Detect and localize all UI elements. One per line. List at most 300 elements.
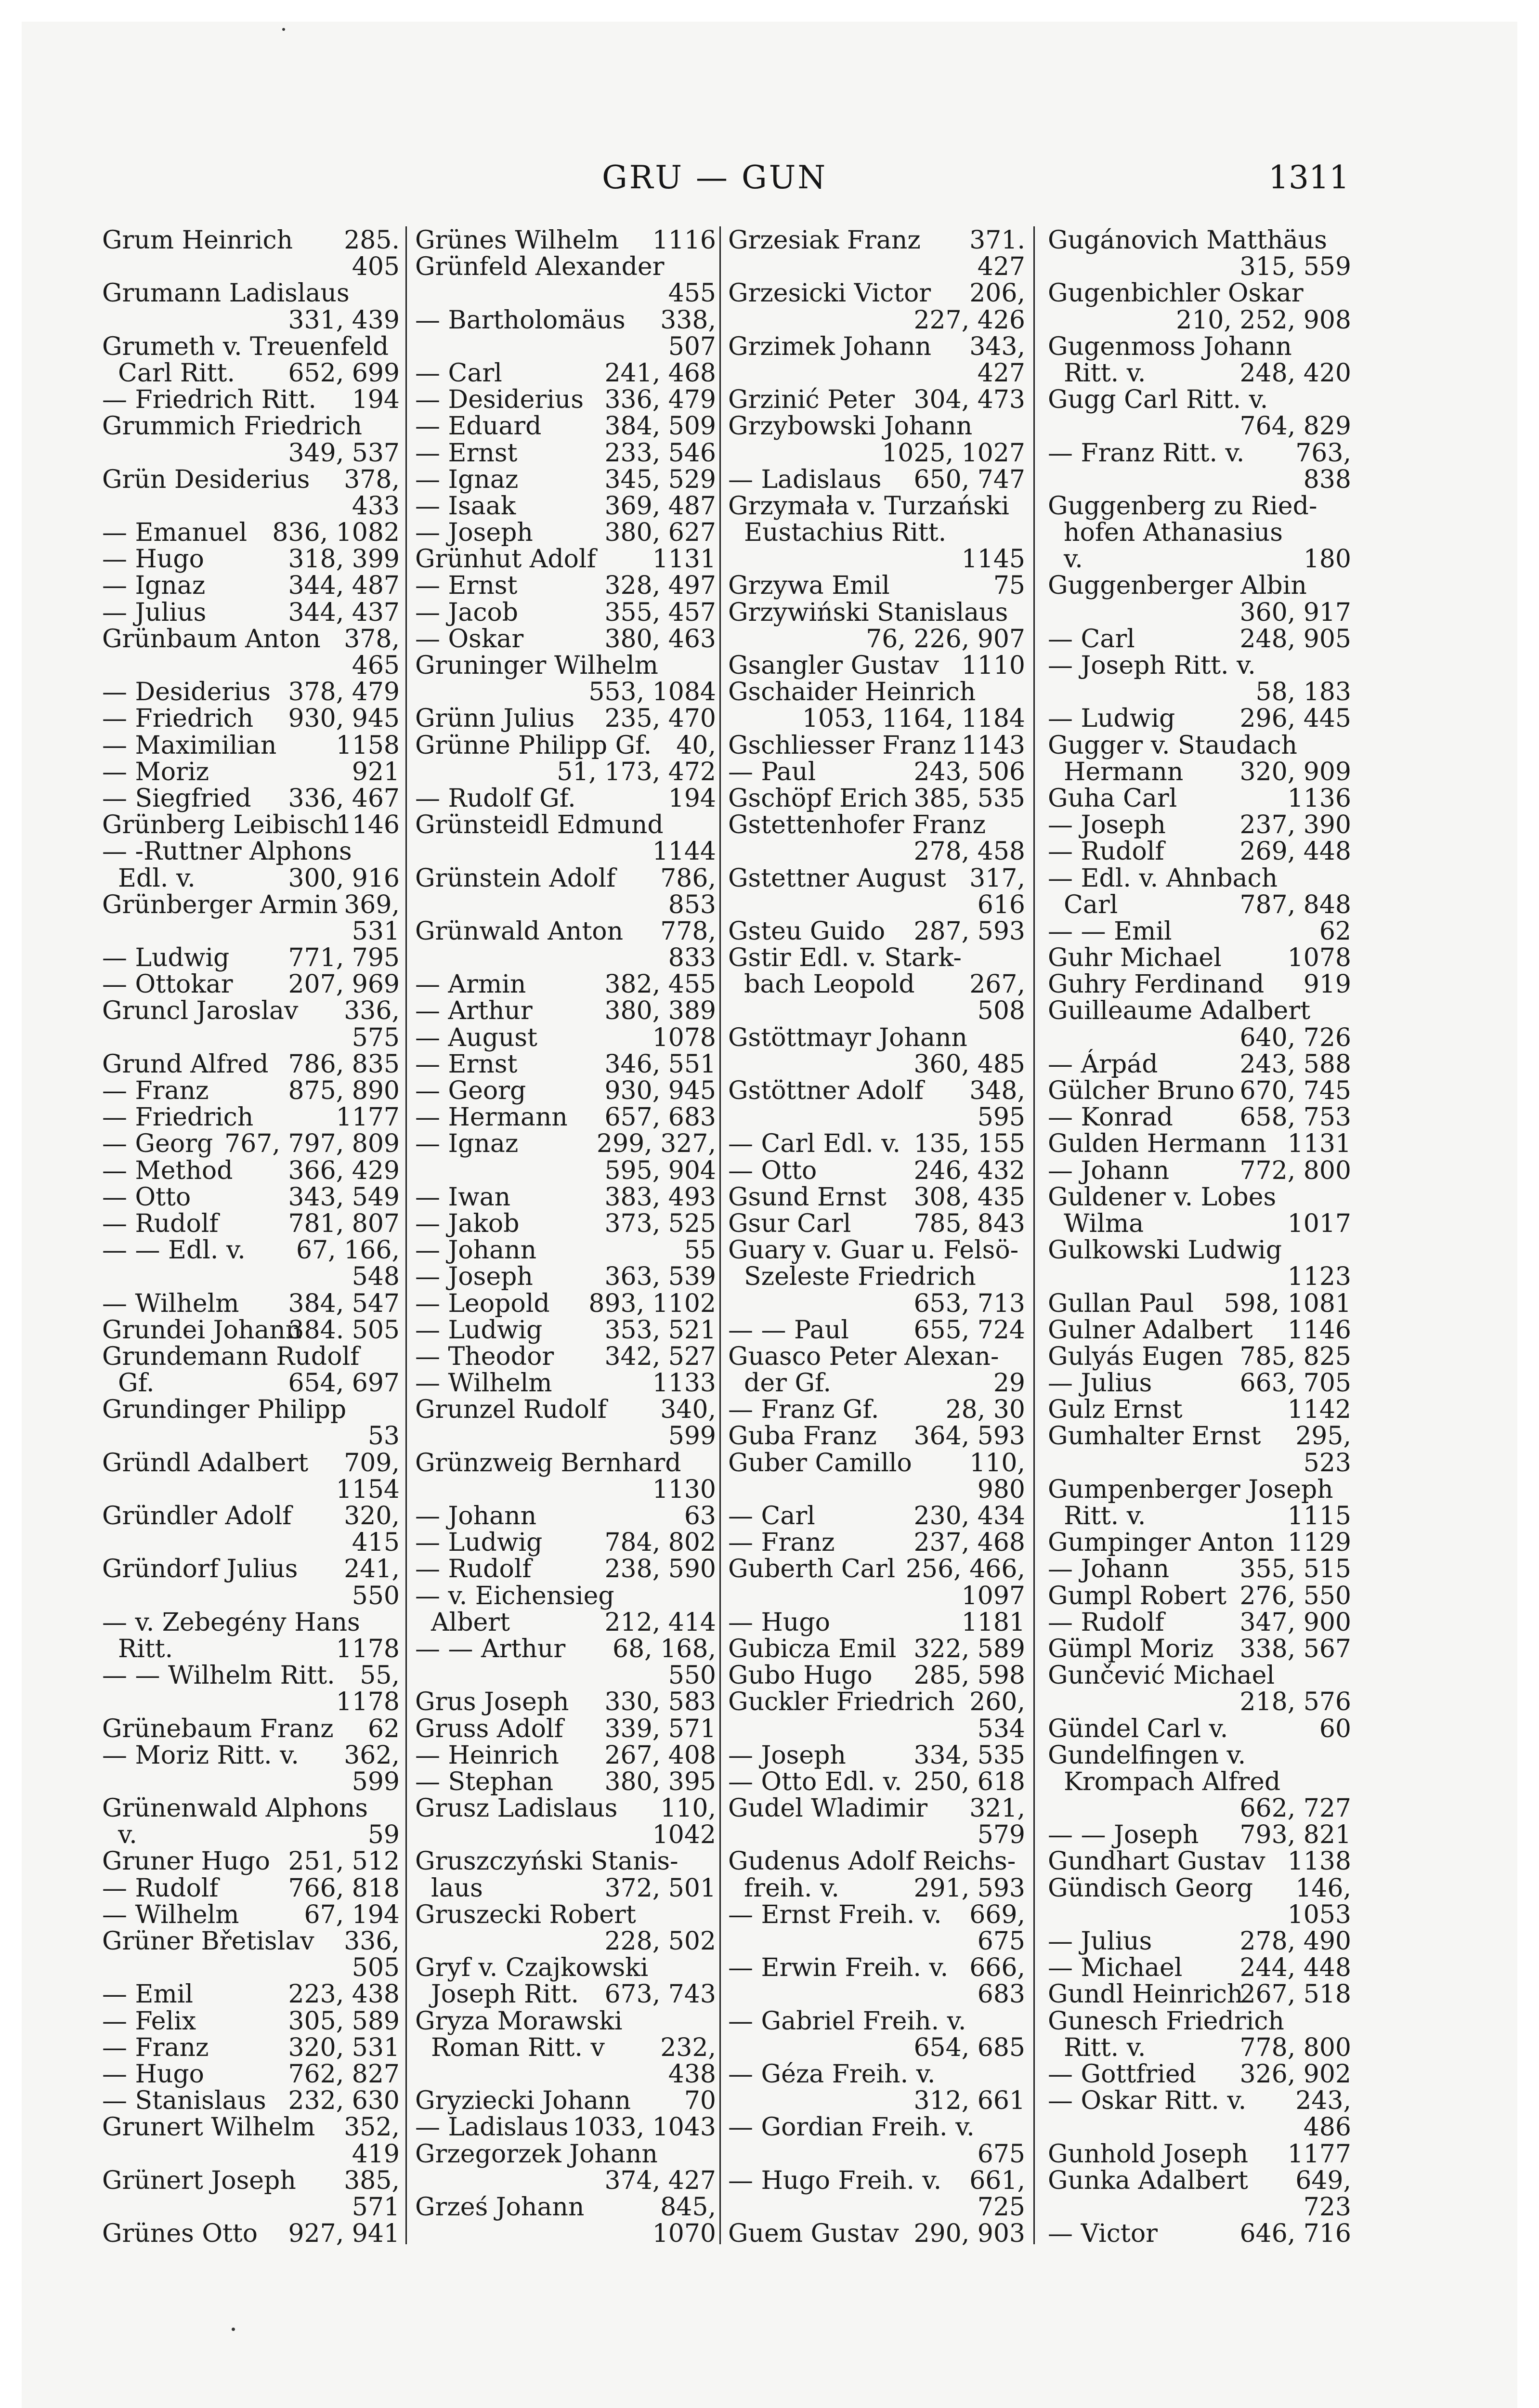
entry-pages: 836, 1082 [272,518,400,548]
index-line [728,2061,1025,2088]
index-line [415,413,716,440]
index-line [102,254,400,280]
index-line [415,812,716,838]
index-line [1048,1795,1351,1822]
entry-pages: 62 [1319,916,1351,946]
entry-pages: 766, 818 [288,1873,400,1903]
entry-name: der Gf. [728,1369,831,1398]
entry-name: Gunčević Michael [1048,1661,1275,1690]
index-line [102,2194,400,2221]
entry-pages: 146, [1295,1873,1351,1903]
index-line [1048,1875,1351,1902]
index-line [102,812,400,838]
entry-pages: 1133 [652,1369,716,1398]
index-line [415,865,716,892]
entry-name: — Hermann [415,1103,568,1132]
entry-name: — Árpád [1048,1049,1158,1079]
entry-pages: 194 [352,385,400,415]
index-line [415,1769,716,1795]
index-line [415,1636,716,1662]
entry-name: Guberth Carl [728,1555,896,1584]
index-line [1048,1051,1351,1078]
index-line [728,2221,1025,2247]
index-line [102,467,400,493]
entry-name: Grundemann Rudolf [102,1342,360,1371]
entry-pages: 40, [676,731,716,760]
entry-name: — — Edl. v. [102,1236,246,1265]
entry-pages: 548 [352,1262,400,1292]
index-line [728,1397,1025,1423]
column-rule [1033,226,1035,2244]
entry-name: Guba Franz [728,1422,877,1451]
entry-pages: 778, 800 [1239,2033,1351,2062]
entry-name: — Theodor [415,1342,554,1371]
entry-pages: 709, [344,1448,400,1478]
entry-name: — Rudolf [102,1873,219,1903]
entry-pages: 1177 [1287,2139,1351,2169]
entry-name: — Otto [728,1156,817,1185]
entry-pages: 237, 468 [913,1528,1025,1557]
index-line [1048,1104,1351,1131]
entry-pages: 1070 [652,2219,716,2249]
index-line [728,1610,1025,1636]
entry-name: — Rudolf [415,1555,532,1584]
index-line [728,1503,1025,1530]
entry-name: Grünstein Adolf [415,864,616,893]
index-line [728,1742,1025,1769]
entry-name: — Edl. v. Ahnbach [1048,864,1278,893]
index-line [1048,1131,1351,1157]
index-line [1048,1716,1351,1742]
entry-pages: 1136 [1287,784,1351,813]
entry-name: Grześ Johann [415,2192,585,2222]
entry-pages: 308, 435 [913,1182,1025,1212]
entry-name: — Rudolf [1048,837,1164,866]
index-line [1048,733,1351,759]
index-line [1048,413,1351,440]
entry-pages: 599 [352,1767,400,1796]
entry-pages: 338, [660,305,716,335]
entry-pages: 68, 168, [612,1634,716,1663]
index-line [415,1291,716,1317]
index-line [728,1530,1025,1556]
entry-pages: 347, 900 [1239,1608,1351,1637]
entry-pages: 291, 593 [913,1873,1025,1903]
entry-pages: 778, [660,916,716,946]
entry-pages: 300, 916 [288,864,400,893]
entry-pages: 930, 945 [288,704,400,733]
entry-name: — Armin [415,970,526,999]
entry-pages: 336, [344,1927,400,1956]
entry-name: — Eduard [415,412,542,441]
index-column-4 [1048,227,1351,2247]
entry-name: bach Leopold [728,970,915,999]
entry-name: — Ladislaus [728,465,882,494]
entry-pages: 1042 [652,1820,716,1850]
entry-name: — Felix [102,2006,196,2036]
index-line [102,440,400,467]
index-line [728,1184,1025,1211]
entry-name: Grünberger Armin [102,890,338,919]
entry-pages: 326, 902 [1239,2059,1351,2089]
index-line [102,2035,400,2061]
index-line [415,1051,716,1078]
entry-pages: 380, 395 [604,1767,716,1796]
entry-name: — Julius [1048,1927,1152,1956]
index-line [1048,812,1351,838]
entry-name: Gubo Hugo [728,1661,873,1690]
column-rule [719,226,721,2244]
entry-pages: 233, 546 [604,438,716,468]
entry-name: — Leopold [415,1289,550,1318]
index-line [415,360,716,387]
index-line [415,1848,716,1875]
index-line [1048,1981,1351,2008]
index-line [728,971,1025,998]
entry-pages: 433 [352,491,400,521]
entry-name: Gugenbichler Oskar [1048,279,1304,308]
index-line [1048,865,1351,892]
index-line [415,1237,716,1264]
entry-name: — Desiderius [415,385,584,415]
entry-name: Gumpl Robert [1048,1581,1227,1610]
entry-pages: 251, 512 [288,1847,400,1876]
index-line [415,2194,716,2221]
index-line [102,1822,400,1848]
index-line [1048,1317,1351,1344]
page-number: 1311 [1268,159,1349,196]
entry-name: Ritt. v. [1048,2033,1146,2062]
entry-name: Gunka Adalbert [1048,2166,1248,2195]
index-line [102,1397,400,1423]
index-line [102,2221,400,2247]
index-line [1048,998,1351,1024]
entry-pages: 1115 [1287,1502,1351,1531]
entry-name: Gulden Hermann [1048,1129,1267,1159]
entry-pages: 267, 518 [1239,1980,1351,2009]
entry-name: Gruszecki Robert [415,1900,636,1929]
index-line [102,1662,400,1689]
entry-name: Gryza Morawski [415,2006,623,2036]
index-line [102,387,400,413]
entry-name: — Joseph [1048,811,1166,840]
entry-pages: 595, 904 [604,1156,716,1185]
index-line [102,1104,400,1131]
index-line [102,1769,400,1795]
entry-pages: 1177 [336,1103,400,1132]
entry-pages: 380, 463 [604,624,716,654]
index-line [415,1742,716,1769]
entry-pages: 318, 399 [288,545,400,574]
index-line [728,2035,1025,2061]
entry-name: Gstöttner Adolf [728,1076,924,1105]
entry-pages: 1123 [1287,1262,1351,1292]
index-line [1048,467,1351,493]
entry-pages: 762, 827 [288,2059,400,2089]
entry-pages: 206, [969,279,1025,308]
entry-pages: 312, 661 [913,2086,1025,2116]
index-line [102,759,400,785]
index-line [1048,2168,1351,2194]
entry-name: Gsteu Guido [728,916,886,946]
entry-name: — Michael [1048,1953,1183,1983]
entry-name: Grund Alfred [102,1049,269,1079]
index-line [415,998,716,1024]
entry-pages: 384, 509 [604,412,716,441]
entry-name: Guggenberg zu Ried- [1048,491,1317,521]
index-line [102,1158,400,1184]
entry-pages: 250, 618 [913,1767,1025,1796]
entry-name: Grünhut Adolf [415,545,596,574]
entry-name: Hermann [1048,757,1184,786]
entry-name: Gstir Edl. v. Stark- [728,943,962,973]
entry-pages: 534 [977,1714,1025,1743]
entry-name: Grzesicki Victor [728,279,931,308]
entry-name: Grzimek Johann [728,332,932,361]
entry-pages: 287, 593 [913,916,1025,946]
entry-name: — Emil [102,1980,194,2009]
index-line [728,520,1025,546]
index-line [1048,2221,1351,2247]
index-line [728,387,1025,413]
entry-name: Grünwald Anton [415,916,624,946]
entry-pages: 260, [969,1688,1025,1717]
entry-pages: 1146 [336,811,400,840]
entry-pages: 1078 [652,1023,716,1052]
entry-name: — Victor [1048,2219,1158,2249]
entry-pages: 212, 414 [604,1608,716,1637]
entry-name: — Ludwig [415,1315,543,1345]
entry-pages: 599 [668,1422,716,1451]
entry-pages: 336, 467 [288,784,400,813]
entry-name: — Ignaz [415,465,519,494]
index-line [415,1158,716,1184]
index-line [415,546,716,573]
index-line [1048,573,1351,599]
entry-pages: 1078 [1287,943,1351,973]
entry-name: Grzinić Peter [728,385,895,415]
index-line [415,945,716,971]
entry-pages: 764, 829 [1239,412,1351,441]
entry-name: — Carl [1048,624,1135,654]
index-line [102,1211,400,1237]
entry-pages: 763, [1295,438,1351,468]
entry-name: Carl Ritt. [102,358,235,388]
entry-pages: 833 [668,943,716,973]
index-line [728,1237,1025,1264]
index-line [102,1317,400,1344]
entry-pages: 366, 429 [288,1156,400,1185]
entry-name: — Rudolf Gf. [415,784,576,813]
index-line [728,785,1025,812]
entry-pages: 553, 1084 [588,678,716,707]
index-line [728,2088,1025,2114]
index-line [415,1955,716,1981]
entry-name: Gündel Carl v. [1048,1714,1228,1743]
index-line [728,812,1025,838]
index-line [1048,1742,1351,1769]
entry-pages: 342, 527 [604,1342,716,1371]
entry-name: — Gordian Freih. v. [728,2113,975,2142]
entry-pages: 355, 515 [1239,1555,1351,1584]
entry-pages: 67, 194 [304,1900,400,1929]
entry-name: Edl. v. [102,864,196,893]
index-line [415,1689,716,1715]
entry-pages: 595 [977,1103,1025,1132]
entry-name: — Stanislaus [102,2086,266,2116]
entry-pages: 1131 [1287,1129,1351,1159]
index-line [415,387,716,413]
index-line [728,254,1025,280]
entry-name: — Joseph [415,1262,533,1292]
entry-pages: 662, 727 [1239,1794,1351,1823]
entry-pages: 382, 455 [604,970,716,999]
index-line [728,1769,1025,1795]
entry-name: — Julius [1048,1369,1152,1398]
entry-name: — Friedrich [102,1103,254,1132]
index-line [1048,254,1351,280]
index-line [728,1848,1025,1875]
index-line [1048,1025,1351,1051]
entry-pages: 921 [352,757,400,786]
entry-pages: 285, 598 [913,1661,1025,1690]
index-line [415,1981,716,2008]
entry-pages: 646, 716 [1239,2219,1351,2249]
entry-name: — Gottfried [1048,2059,1196,2089]
index-line [415,838,716,865]
entry-name: — Ernst Freih. v. [728,1900,942,1929]
entry-pages: 486 [1303,2113,1351,2142]
index-line [1048,1530,1351,1556]
index-line [102,706,400,732]
index-line [728,2008,1025,2035]
entry-pages: 227, 426 [913,305,1025,335]
entry-pages: 427 [977,252,1025,282]
entry-name: — Ernst [415,438,518,468]
entry-name: Gruner Hugo [102,1847,270,1876]
entry-pages: 238, 590 [604,1555,716,1584]
index-line [415,440,716,467]
index-line [1048,1158,1351,1184]
entry-pages: 304, 473 [913,385,1025,415]
index-line [415,759,716,785]
entry-pages: 1053 [1287,1900,1351,1929]
entry-name: — v. Eichensieg [415,1581,614,1610]
entry-pages: 853 [668,890,716,919]
index-line [102,1450,400,1477]
entry-pages: 875, 890 [288,1076,400,1105]
entry-pages: 336, [344,996,400,1026]
index-line [415,1503,716,1530]
entry-pages: 352, [344,2113,400,2142]
entry-name: Guhry Ferdinand [1048,970,1265,999]
entry-pages: 331, 439 [288,305,400,335]
entry-name: Grünfeld Alexander [415,252,665,282]
entry-name: Gulz Ernst [1048,1395,1183,1425]
entry-pages: 980 [977,1475,1025,1504]
entry-pages: 661, [969,2166,1025,2195]
entry-name: — Ernst [415,1049,518,1079]
entry-pages: 786, [660,864,716,893]
index-line [102,1530,400,1556]
entry-name: Grünbaum Anton [102,624,321,654]
entry-pages: 339, 571 [604,1714,716,1743]
index-line [102,546,400,573]
index-line [1048,1078,1351,1104]
index-line [102,1875,400,1902]
entry-name: Gstettner August [728,864,946,893]
entry-name: Guasco Peter Alexan- [728,1342,999,1371]
entry-name: hofen Athanasius [1048,518,1283,548]
index-line [728,1689,1025,1715]
entry-name: Gsund Ernst [728,1182,887,1212]
entry-pages: 235, 470 [604,704,716,733]
entry-pages: 243, 588 [1239,1049,1351,1079]
index-line [728,413,1025,440]
index-line [415,493,716,520]
index-line [102,918,400,945]
entry-pages: 1144 [652,837,716,866]
entry-name: Grüner Břetislav [102,1927,314,1956]
index-line [728,600,1025,626]
index-line [1048,1610,1351,1636]
entry-name: Gründl Adalbert [102,1448,309,1478]
index-line [1048,1477,1351,1503]
entry-name: — Jacob [415,598,519,627]
index-line [728,865,1025,892]
index-line [1048,706,1351,732]
entry-name: Krompach Alfred [1048,1767,1281,1796]
entry-name: — Franz [102,1076,209,1105]
entry-pages: 244, 448 [1239,1953,1351,1983]
index-line [102,1477,400,1503]
entry-pages: 364, 593 [913,1422,1025,1451]
index-line [728,1264,1025,1290]
entry-name: Szeleste Friedrich [728,1262,976,1292]
entry-pages: 267, [969,970,1025,999]
index-line [1048,2008,1351,2035]
entry-name: Grünsteidl Edmund [415,811,664,840]
entry-name: — Paul [728,757,816,786]
index-line [102,1370,400,1397]
entry-pages: 930, 945 [604,1076,716,1105]
index-line [728,1928,1025,1955]
index-line [102,1742,400,1769]
index-line [415,918,716,945]
index-line [102,1184,400,1211]
entry-pages: 455 [668,279,716,308]
index-line [1048,440,1351,467]
index-line [102,2114,400,2141]
index-line [1048,1928,1351,1955]
index-line [415,733,716,759]
entry-name: Gunhold Joseph [1048,2139,1249,2169]
index-line [728,1317,1025,1344]
entry-name: — Arthur [415,996,533,1026]
index-line [1048,679,1351,706]
entry-name: — Hugo [728,1608,830,1637]
entry-name: Ritt. v. [1048,1502,1146,1531]
entry-pages: 345, 529 [604,465,716,494]
index-line [728,1875,1025,1902]
index-line [1048,1291,1351,1317]
entry-pages: 845, [660,2192,716,2222]
entry-name: Guggenberger Albin [1048,571,1307,601]
entry-pages: 58, 183 [1255,678,1351,707]
entry-pages: 1178 [336,1634,400,1663]
entry-pages: 67, 166, [296,1236,400,1265]
index-line [728,493,1025,520]
